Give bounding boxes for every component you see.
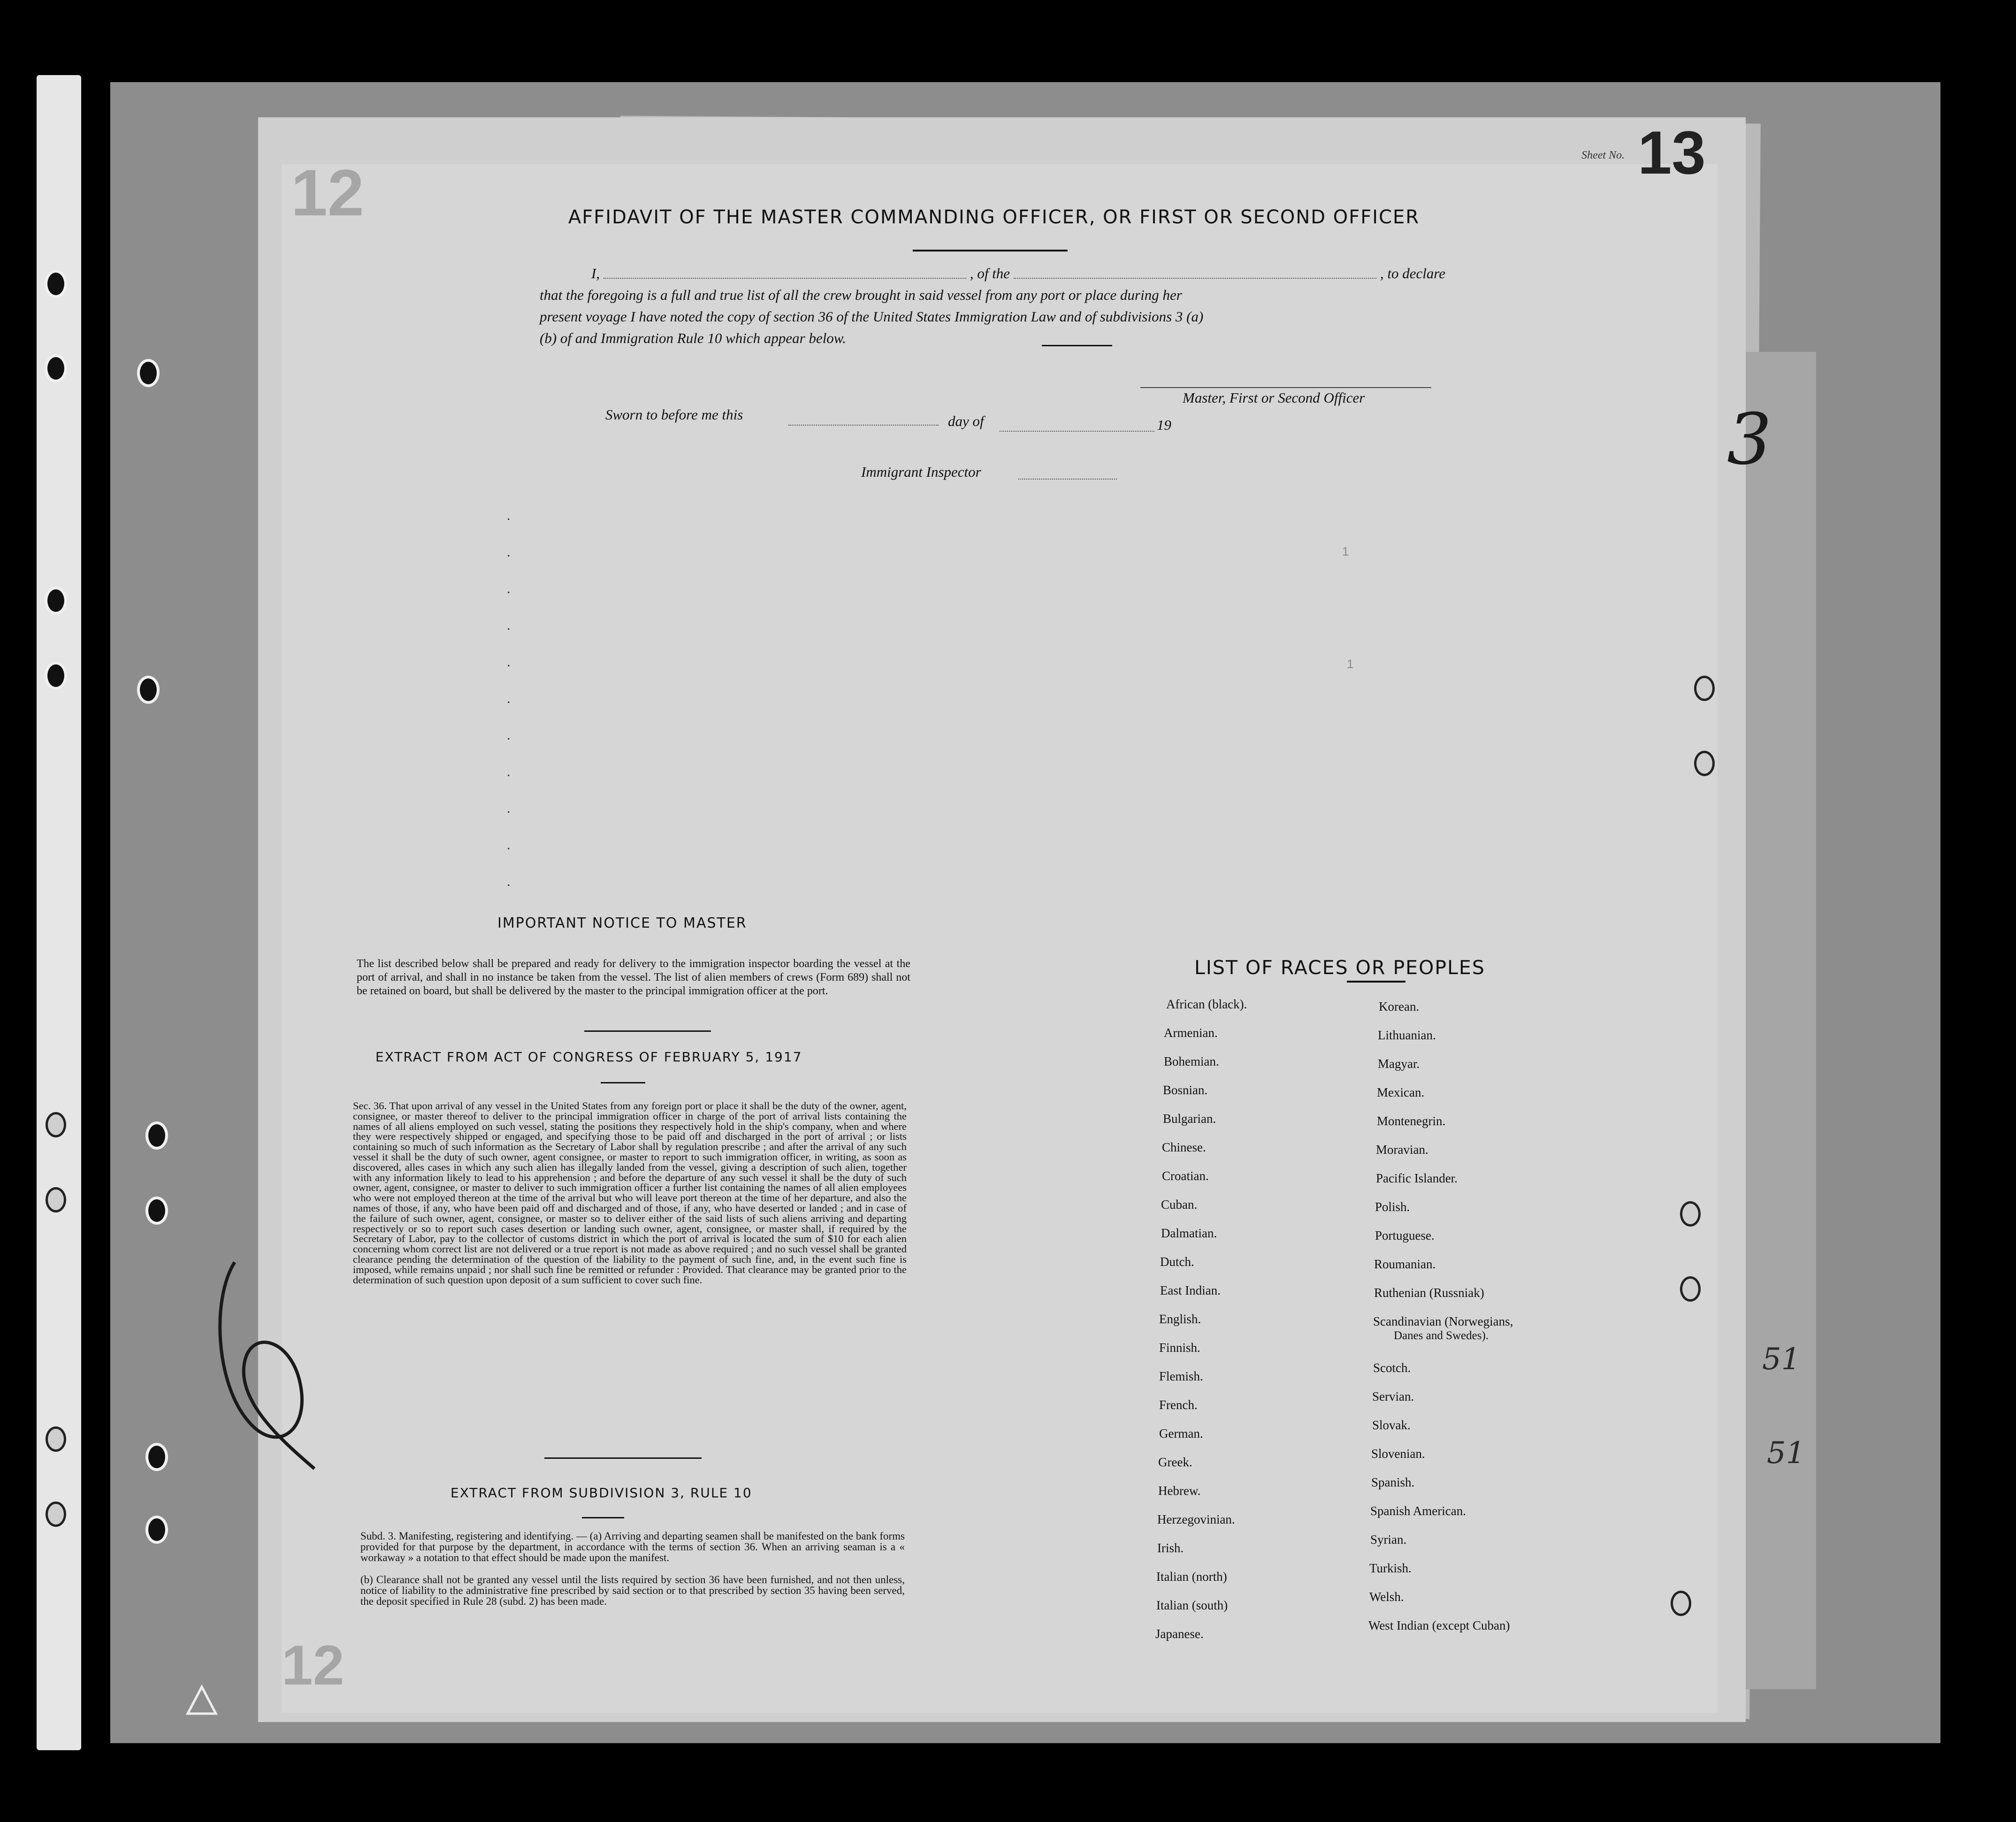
signature-line xyxy=(1042,345,1112,346)
faint-mark: 1 xyxy=(1347,657,1354,671)
race-item: Herzegovinian. xyxy=(1157,1512,1235,1526)
race-item: East Indian. xyxy=(1160,1283,1221,1297)
ghost-number: 12 xyxy=(291,156,364,229)
binder-hole xyxy=(45,587,67,615)
year-label: 19 xyxy=(1157,417,1171,433)
race-item: Moravian. xyxy=(1376,1143,1428,1157)
master-label: Master, First or Second Officer xyxy=(1183,389,1365,406)
rule10-title: EXTRACT FROM SUBDIVISION 3, RULE 10 xyxy=(451,1485,752,1501)
affidavit-title: AFFIDAVIT OF THE MASTER COMMANDING OFFICER, OR FIRST OR SECOND OFFICER xyxy=(568,206,1420,228)
declaration-line-1 xyxy=(540,263,1445,284)
row-dot-column: . . . . . . . . . . . xyxy=(507,508,511,889)
race-item: Dalmatian. xyxy=(1161,1226,1217,1240)
day-blank xyxy=(1000,431,1154,432)
race-item: Magyar. xyxy=(1378,1057,1420,1071)
binder-hole xyxy=(145,1443,168,1471)
master-signature-line xyxy=(1140,387,1431,388)
binder-hole xyxy=(46,1187,66,1212)
race-item: Mexican. xyxy=(1377,1085,1425,1099)
race-item: Korean. xyxy=(1379,999,1420,1014)
race-item: German. xyxy=(1159,1426,1203,1441)
race-item: Cuban. xyxy=(1161,1197,1198,1212)
race-item: Greek. xyxy=(1158,1455,1192,1469)
ghost-number: 12 xyxy=(282,1634,344,1697)
divider xyxy=(601,1082,645,1083)
binder-hole xyxy=(45,662,67,690)
rule10-text-a: Subd. 3. Manifesting, registering and identifying. — (a) Arriving and departing seamen shall be manifested on the bank forms provided for that purpose by the department, in accordance with the terms of section 36. When an arriving seaman is a « workaway » a notation to that effect should be made upon the manifest. xyxy=(360,1530,905,1563)
race-item: African (black). xyxy=(1166,997,1247,1011)
race-item: Lithuanian. xyxy=(1378,1028,1436,1042)
page-punch-hole xyxy=(1694,751,1715,776)
race-item: Turkish. xyxy=(1369,1561,1412,1575)
binder-hole xyxy=(145,1121,168,1150)
binder-hole xyxy=(46,1502,66,1527)
races-title: LIST OF RACES OR PEOPLES xyxy=(1194,956,1485,979)
declaration-line-3: present voyage I have noted the copy of section 36 of the United States Immigration Law and of subdivisions 3 (a) xyxy=(540,308,1204,325)
binder-hole xyxy=(145,1197,168,1225)
notice-title: IMPORTANT NOTICE TO MASTER xyxy=(497,915,747,931)
page-punch-hole xyxy=(1671,1591,1691,1616)
binder-hole xyxy=(46,1112,66,1137)
race-item: Dutch. xyxy=(1160,1255,1194,1269)
race-item: Ruthenian (Russniak) xyxy=(1374,1286,1484,1300)
race-item: Bulgarian. xyxy=(1163,1112,1216,1126)
race-item: Flemish. xyxy=(1159,1369,1203,1383)
margin-mark: 51 xyxy=(1762,1342,1801,1377)
divider xyxy=(582,1517,624,1518)
page-punch-hole xyxy=(1694,676,1715,701)
sheet-number: 13 xyxy=(1638,118,1706,187)
inspector-label: Immigrant Inspector xyxy=(861,464,981,480)
race-item: English. xyxy=(1159,1312,1201,1326)
declaration-text xyxy=(540,263,1445,349)
act-section-36-text: Sec. 36. That upon arrival of any vessel in the United States from any foreign port or place it shall be the duty of the owner, agent, consignee, or master thereof to deliver to the principal immigration officer in charge of the port of arrival lists containing the names of all aliens employed on such vessel, stating the positions they respectively hold in the ship's company, when and where they were respectively shipped or engaged, and specifying those to be paid off and discharged in the port of arrival ; or lists containing so much of such information as the Secretary of Labor shall by regulation prescribe ; and after the arrival of any such vessel it shall be the duty of such owner, agent consignee, or master to report to such immigration officer, in writing, as soon as discovered, alles cases in which any such alien has illegally landed from the vessel, giving a description of such alien, together with any information likely to lead to his apprehension ; and before the departure of any such vessel it shall be the duty of such owner, agent, consignee, or master to deliver to such immigration officer a further list containing the names of all alien employees who were not employed thereon at the time of the arrival but who will leave port thereon at the time of her departure, and also the names of those, if any, who have been paid off and discharged and of those, if any, who have deserted or landed ; and in case of the failure of such owner, agent, consignee, or master so to deliver either of the said lists of such aliens arriving and departing respectively or so to report such cases desertion or landing such owner, agent, consignee, or master shall, if required by the Secretary of Labor, pay to the collector of customs district in which the port of arrival is located the sum of $10 for each alien concerning whom correct list are not delivered or a true report is not made as above required ; and no such vessel shall be granted clearance pending the determination of the question of the liability to the payment of such fine, and, in the event such fine is imposed, while remains unpaid ; nor shall such fine be remitted or refunder : Provided. That clearance may be granted prior to the determination of such question upon deposit of a sum sufficient to cover such fine. xyxy=(353,1100,907,1286)
act-title: EXTRACT FROM ACT OF CONGRESS OF FEBRUARY 5, 1917 xyxy=(375,1049,802,1065)
divider xyxy=(913,250,1068,252)
race-item: Bosnian. xyxy=(1163,1083,1208,1097)
declaration-line-4: (b) of and Immigration Rule 10 which appear below. xyxy=(540,330,846,346)
race-item: Spanish. xyxy=(1371,1475,1415,1489)
page-punch-hole xyxy=(1680,1201,1701,1227)
race-item: Pacific Islander. xyxy=(1376,1171,1458,1185)
race-item: Portuguese. xyxy=(1375,1228,1435,1243)
triangle-mark-icon xyxy=(185,1685,218,1717)
race-item: Irish. xyxy=(1157,1541,1184,1555)
race-item: Japanese. xyxy=(1155,1627,1204,1641)
race-item: Servian. xyxy=(1372,1389,1414,1403)
race-item: Armenian. xyxy=(1164,1026,1218,1040)
race-item: Italian (south) xyxy=(1156,1598,1228,1612)
binder-hole xyxy=(45,354,67,382)
sheet-label: Sheet No. xyxy=(1581,149,1625,161)
race-item: Syrian. xyxy=(1370,1532,1407,1547)
race-item: Welsh. xyxy=(1369,1590,1404,1604)
races-right-column xyxy=(1368,999,1572,1647)
race-item: Montenegrin. xyxy=(1377,1114,1446,1128)
race-item: Croatian. xyxy=(1162,1169,1209,1183)
vessel-blank xyxy=(1014,263,1376,279)
handwritten-scribble-icon xyxy=(206,1243,328,1487)
races-left-column xyxy=(1155,997,1300,1645)
race-item: Slovak. xyxy=(1372,1418,1411,1432)
divider xyxy=(1347,981,1405,983)
race-item: West Indian (except Cuban) xyxy=(1368,1618,1510,1632)
binder-hole xyxy=(45,270,67,298)
declaration-to-declare: , to declare xyxy=(1380,265,1445,282)
race-item: Polish. xyxy=(1375,1200,1410,1214)
race-item: Danes and Swedes). xyxy=(1394,1329,1489,1342)
page-punch-hole xyxy=(1680,1276,1701,1302)
inspector-line xyxy=(1018,479,1117,480)
binder-hole xyxy=(137,676,160,704)
sworn-label: Sworn to before me this xyxy=(605,406,743,423)
margin-mark: 3 xyxy=(1727,399,1772,480)
declaration-of-the: , of the xyxy=(970,265,1010,282)
race-item: Scandinavian (Norwegians, xyxy=(1373,1314,1513,1328)
margin-mark: 51 xyxy=(1767,1436,1805,1471)
race-item: Chinese. xyxy=(1162,1140,1206,1154)
race-item: Spanish American. xyxy=(1370,1504,1466,1518)
declaration-line-2: that the foregoing is a full and true list of all the crew brought in said vessel from any port or place during her xyxy=(540,287,1182,303)
binder-strip xyxy=(37,75,81,1750)
notice-text: The list described below shall be prepared and ready for delivery to the immigration inspector boarding the vessel at the port of arrival, and shall in no instance be taken from the vessel. The list of alien members of crews (Form 689) shall not be retained on board, but shall be delivered by the master to the principal immigration officer at the port. xyxy=(357,958,910,997)
binder-hole xyxy=(137,359,160,387)
race-item: French. xyxy=(1159,1398,1198,1412)
declaration-i: I, xyxy=(591,265,600,282)
race-item: Roumanian. xyxy=(1374,1257,1436,1271)
binder-hole xyxy=(145,1516,168,1544)
binder-hole xyxy=(46,1426,66,1452)
race-item: Slovenian. xyxy=(1371,1447,1425,1461)
sworn-blank xyxy=(788,425,939,426)
rule10-text-b: (b) Clearance shall not be granted any vessel until the lists required by section 36 have been furnished, and not then unless, notice of liability to the administrative fine prescribed by said section or to that prescribed by section 35 having been served, the deposit specified in Rule 28 (subd. 2) has been made. xyxy=(360,1574,905,1607)
divider xyxy=(584,1030,711,1032)
day-of-label: day of xyxy=(948,413,984,429)
race-item: Italian (north) xyxy=(1156,1570,1227,1584)
divider xyxy=(544,1457,702,1459)
faint-mark: 1 xyxy=(1342,544,1349,558)
race-item: Finnish. xyxy=(1159,1341,1200,1355)
name-blank xyxy=(603,263,966,279)
race-item: Bohemian. xyxy=(1164,1054,1219,1068)
race-item: Scotch. xyxy=(1373,1361,1411,1375)
race-item: Hebrew. xyxy=(1158,1484,1201,1498)
